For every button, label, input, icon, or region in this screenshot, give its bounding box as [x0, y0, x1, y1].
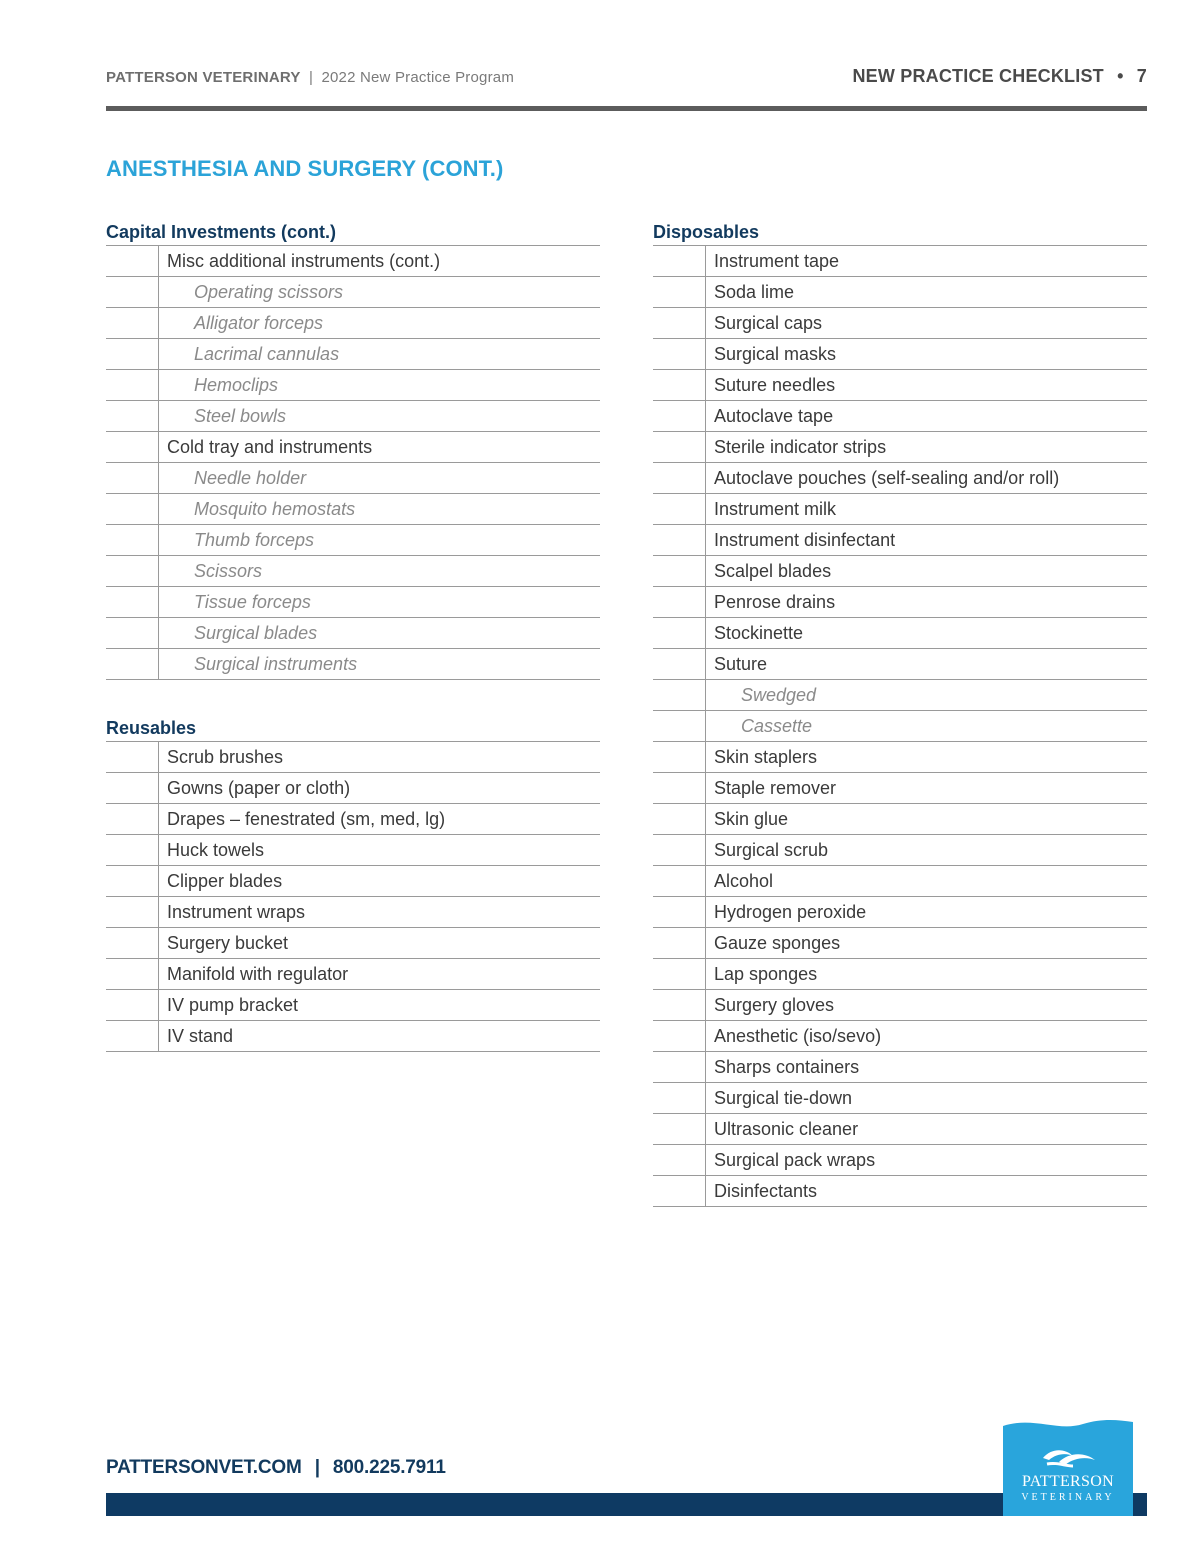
checkbox-cell[interactable]: [106, 1021, 159, 1051]
checklist-row: [106, 587, 600, 618]
checklist-item-label: Stockinette: [714, 623, 804, 643]
checkbox-cell[interactable]: [106, 556, 159, 586]
checkbox-cell[interactable]: [653, 804, 706, 834]
checkbox-cell[interactable]: [653, 618, 706, 648]
checkbox-cell[interactable]: [653, 711, 706, 741]
page-number: 7: [1136, 66, 1147, 86]
footer-separator: |: [314, 1457, 320, 1478]
checklist-row: [106, 742, 600, 773]
logo-sub: VETERINARY: [1021, 1492, 1115, 1503]
checklist-row: [106, 773, 600, 804]
checklist-row: [653, 835, 1147, 866]
checkbox-cell[interactable]: [653, 432, 706, 462]
checklist-item-label: Surgical scrub: [714, 840, 829, 860]
checkbox-cell[interactable]: [653, 277, 706, 307]
checklist-subitem-label: Alligator forceps: [194, 313, 324, 333]
checkbox-cell[interactable]: [106, 897, 159, 927]
checklist-item-label: Alcohol: [714, 871, 774, 891]
checklist-item-label: Skin staplers: [714, 747, 818, 767]
checklist-item-label: Gowns (paper or cloth): [167, 778, 351, 798]
checklist-row: [653, 990, 1147, 1021]
checklist-row: [653, 1083, 1147, 1114]
checkbox-cell[interactable]: [106, 649, 159, 679]
checklist-row: [653, 804, 1147, 835]
checklist-item-label: Instrument milk: [714, 499, 837, 519]
checklist-subitem-label: Cassette: [741, 716, 813, 736]
checklist-row: [106, 990, 600, 1021]
footer-contact: [106, 1457, 446, 1479]
checklist-subitem-label: Steel bowls: [194, 406, 287, 426]
checklist-item-label: Suture: [714, 654, 768, 674]
checkbox-cell[interactable]: [653, 556, 706, 586]
checklist-row: [653, 680, 1147, 711]
checklist-item-label: Lap sponges: [714, 964, 818, 984]
checkbox-cell[interactable]: [653, 1176, 706, 1206]
checklist-subitem-label: Surgical instruments: [194, 654, 358, 674]
checklist-row: [106, 525, 600, 556]
checklist-row: [106, 556, 600, 587]
checklist-row: [653, 1114, 1147, 1145]
checkbox-cell[interactable]: [653, 649, 706, 679]
checkbox-cell[interactable]: [106, 587, 159, 617]
checklist-row: [106, 897, 600, 928]
checklist-row: [653, 277, 1147, 308]
checklist-row: [653, 246, 1147, 277]
checklist-item-label: Surgery bucket: [167, 933, 289, 953]
checklist-row: [106, 649, 600, 680]
checklist-row: [106, 804, 600, 835]
checklist-row: [653, 401, 1147, 432]
checkbox-cell[interactable]: [653, 1083, 706, 1113]
checklist-item-label: Instrument wraps: [167, 902, 306, 922]
checkbox-cell[interactable]: [106, 835, 159, 865]
checklist-item-label: Scrub brushes: [167, 747, 284, 767]
header-publication: [106, 69, 514, 86]
checklist-item-label: Hydrogen peroxide: [714, 902, 867, 922]
section-title: ANESTHESIA AND SURGERY (CONT.): [106, 156, 504, 181]
checklist-row: [653, 463, 1147, 494]
checklist-item-label: Soda lime: [714, 282, 795, 302]
checklist-row: [106, 866, 600, 897]
checklist-row: [653, 339, 1147, 370]
checklist-row: [653, 1052, 1147, 1083]
checkbox-cell[interactable]: [106, 339, 159, 369]
checklist-row: [106, 401, 600, 432]
checklist-row: [106, 928, 600, 959]
checklist-row: [106, 339, 600, 370]
footer-bar: [106, 1493, 1147, 1516]
checklist-row: [653, 556, 1147, 587]
checklist-row: [653, 742, 1147, 773]
checklist-item-label: Disinfectants: [714, 1181, 818, 1201]
checklist-subitem-label: Tissue forceps: [194, 592, 311, 612]
checkbox-cell[interactable]: [653, 773, 706, 803]
checkbox-cell[interactable]: [653, 1021, 706, 1051]
header-rule: [106, 106, 1147, 111]
footer-website[interactable]: PATTERSONVET.COM: [106, 1457, 302, 1478]
checkbox-cell[interactable]: [106, 618, 159, 648]
checkbox-cell[interactable]: [106, 990, 159, 1020]
checklist-row: [106, 618, 600, 649]
checklist-item-label: Misc additional instruments (cont.): [167, 251, 441, 271]
checkbox-cell[interactable]: [106, 525, 159, 555]
checklist-subitem-label: Scissors: [194, 561, 263, 581]
checklist-row: [653, 649, 1147, 680]
checklist-row: [653, 432, 1147, 463]
checklist-item-label: Scalpel blades: [714, 561, 832, 581]
checklist-item-label: Huck towels: [167, 840, 265, 860]
checklist-row: [106, 835, 600, 866]
checklist-row: [653, 959, 1147, 990]
checklist-item-label: Surgical pack wraps: [714, 1150, 876, 1170]
checklist-row: [653, 1176, 1147, 1207]
checklist-row: [653, 866, 1147, 897]
checkbox-cell[interactable]: [653, 928, 706, 958]
checklist-row: [653, 587, 1147, 618]
checklist-item-label: Ultrasonic cleaner: [714, 1119, 859, 1139]
checklist-subitem-label: Lacrimal cannulas: [194, 344, 340, 364]
header-brand: PATTERSON VETERINARY: [106, 69, 301, 86]
checkbox-cell[interactable]: [106, 463, 159, 493]
checklist-row: [106, 1021, 600, 1052]
checkbox-cell[interactable]: [106, 432, 159, 462]
header-program: 2022 New Practice Program: [321, 69, 515, 86]
checklist-item-label: Drapes – fenestrated (sm, med, lg): [167, 809, 446, 829]
checklist-row: [106, 246, 600, 277]
checkbox-cell[interactable]: [653, 680, 706, 710]
checklist-item-label: Skin glue: [714, 809, 789, 829]
checkbox-cell[interactable]: [106, 370, 159, 400]
checkbox-cell[interactable]: [106, 804, 159, 834]
checklist-row: [106, 432, 600, 463]
checkbox-cell[interactable]: [653, 246, 706, 276]
checklist-item-label: Suture needles: [714, 375, 836, 395]
checklist-row: [653, 1145, 1147, 1176]
checklist-item-label: IV pump bracket: [167, 995, 299, 1015]
checkbox-cell[interactable]: [653, 587, 706, 617]
checklist-subitem-label: Needle holder: [194, 468, 307, 488]
checkbox-cell[interactable]: [653, 742, 706, 772]
checklist-subitem-label: Swedged: [741, 685, 817, 705]
checklist-item-label: Autoclave tape: [714, 406, 834, 426]
group-heading: Disposables: [653, 219, 1147, 246]
checklist-item-label: Gauze sponges: [714, 933, 841, 953]
checklist-subitem-label: Thumb forceps: [194, 530, 315, 550]
left-column: [106, 219, 600, 1052]
checkbox-cell[interactable]: [653, 866, 706, 896]
footer-phone: 800.225.7911: [332, 1457, 446, 1478]
header-bullet: •: [1117, 66, 1124, 86]
checklist-item-label: Clipper blades: [167, 871, 283, 891]
checkbox-cell[interactable]: [653, 463, 706, 493]
checkbox-cell[interactable]: [106, 246, 159, 276]
checkbox-cell[interactable]: [653, 1052, 706, 1082]
checklist-row: [653, 370, 1147, 401]
checklist-item-label: Surgical caps: [714, 313, 823, 333]
checkbox-cell[interactable]: [106, 742, 159, 772]
checklist-item-label: Surgical tie-down: [714, 1088, 853, 1108]
checkbox-cell[interactable]: [653, 1114, 706, 1144]
checkbox-cell[interactable]: [106, 277, 159, 307]
group-gap: [106, 680, 600, 715]
logo-name: PATTERSON: [1022, 1473, 1114, 1490]
checkbox-cell[interactable]: [653, 494, 706, 524]
checkbox-cell[interactable]: [653, 525, 706, 555]
checklist-row: [106, 494, 600, 525]
checkbox-cell[interactable]: [653, 990, 706, 1020]
checkbox-cell[interactable]: [106, 494, 159, 524]
checklist-row: [106, 959, 600, 990]
header-separator: |: [308, 69, 314, 86]
group-heading: Reusables: [106, 715, 600, 742]
checklist-row: [653, 773, 1147, 804]
checklist-item-label: Sharps containers: [714, 1057, 860, 1077]
checklist-row: [106, 308, 600, 339]
header-doc-info: [852, 66, 1147, 87]
checklist-row: [653, 618, 1147, 649]
checklist-row: [106, 277, 600, 308]
checkbox-cell[interactable]: [106, 959, 159, 989]
checklist-item-label: Anesthetic (iso/sevo): [714, 1026, 882, 1046]
checkbox-cell[interactable]: [653, 339, 706, 369]
checklist-item-label: Cold tray and instruments: [167, 437, 373, 457]
checkbox-cell[interactable]: [653, 959, 706, 989]
checkbox-cell[interactable]: [653, 1145, 706, 1175]
checklist-item-label: Surgery gloves: [714, 995, 835, 1015]
checklist-item-label: Instrument disinfectant: [714, 530, 896, 550]
checkbox-cell[interactable]: [106, 928, 159, 958]
header-doc-title: NEW PRACTICE CHECKLIST: [852, 66, 1104, 86]
checklist-subitem-label: Surgical blades: [194, 623, 318, 643]
checklist-item-label: Autoclave pouches (self-sealing and/or roll): [714, 468, 1060, 488]
checklist-item-label: Surgical masks: [714, 344, 837, 364]
checklist-row: [653, 928, 1147, 959]
checklist-item-label: Sterile indicator strips: [714, 437, 887, 457]
checklist-row: [653, 897, 1147, 928]
checkbox-cell[interactable]: [653, 401, 706, 431]
checklist-item-label: Manifold with regulator: [167, 964, 349, 984]
right-column: [653, 219, 1147, 1207]
checklist-subitem-label: Hemoclips: [194, 375, 279, 395]
checklist-item-label: IV stand: [167, 1026, 234, 1046]
checkbox-cell[interactable]: [653, 308, 706, 338]
checklist-row: [653, 525, 1147, 556]
checklist-row: [653, 494, 1147, 525]
checklist-item-label: Staple remover: [714, 778, 837, 798]
checklist-subitem-label: Mosquito hemostats: [194, 499, 356, 519]
checklist-item-label: Instrument tape: [714, 251, 840, 271]
checkbox-cell[interactable]: [106, 401, 159, 431]
checkbox-cell[interactable]: [653, 897, 706, 927]
group-heading: Capital Investments (cont.): [106, 219, 600, 246]
checkbox-cell[interactable]: [653, 370, 706, 400]
checkbox-cell[interactable]: [106, 866, 159, 896]
patterson-logo: [1003, 1418, 1133, 1516]
checkbox-cell[interactable]: [653, 835, 706, 865]
checklist-row: [653, 1021, 1147, 1052]
checklist-row: [653, 308, 1147, 339]
checklist-row: [106, 463, 600, 494]
checklist-item-label: Penrose drains: [714, 592, 836, 612]
checklist-row: [653, 711, 1147, 742]
checklist-row: [106, 370, 600, 401]
checklist-subitem-label: Operating scissors: [194, 282, 344, 302]
checkbox-cell[interactable]: [106, 773, 159, 803]
checkbox-cell[interactable]: [106, 308, 159, 338]
